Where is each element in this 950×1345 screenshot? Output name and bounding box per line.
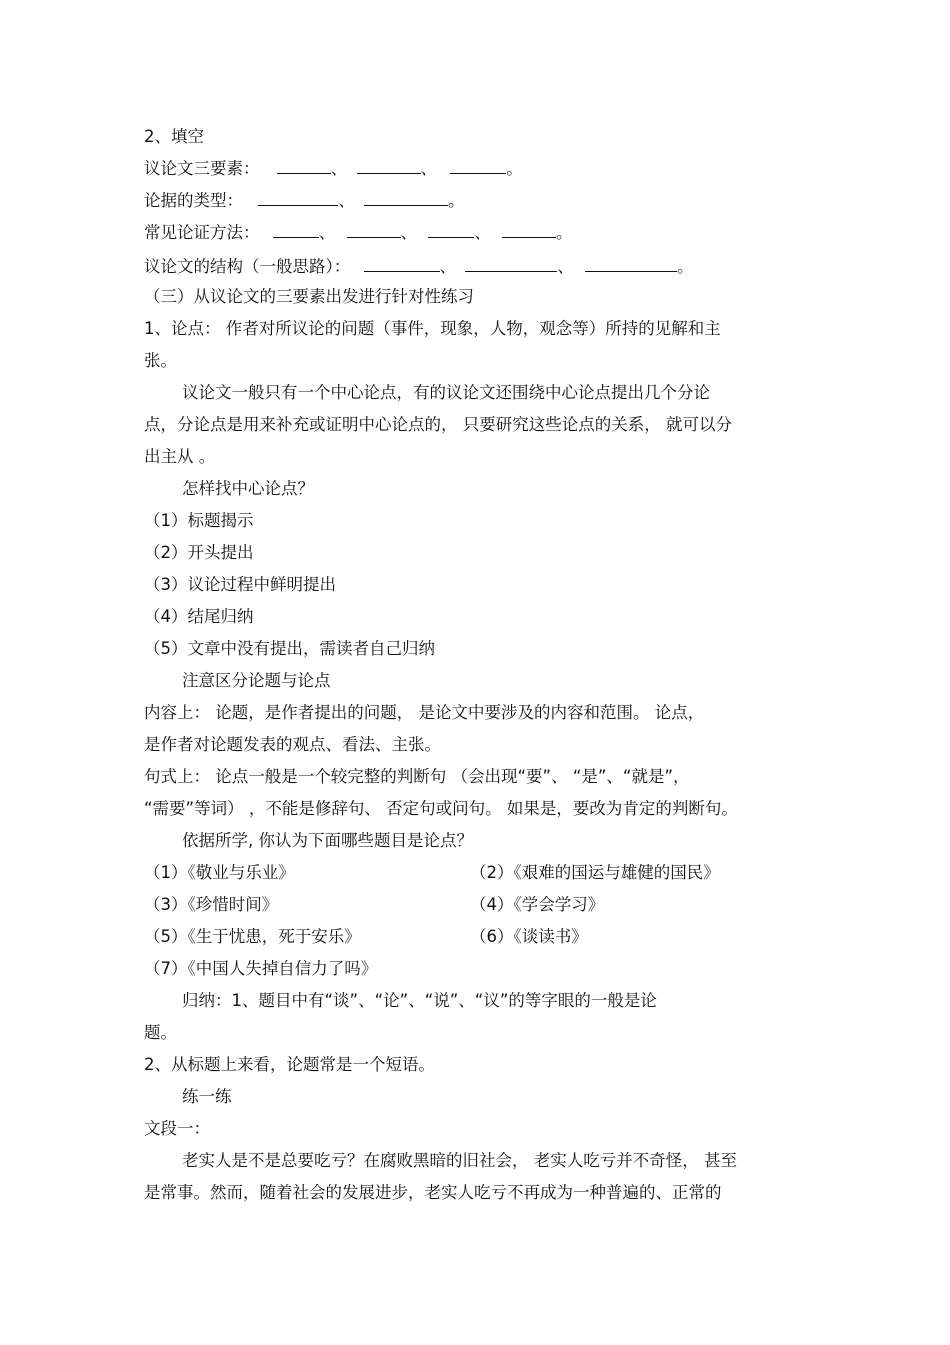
answer-blank[interactable]	[364, 257, 440, 272]
passage-line: 老实人是不是总要吃亏？在腐败黑暗的旧社会， 老实人吃亏并不奇怪， 甚至	[182, 1151, 737, 1170]
form-line: “需要”等词） ，不能是修辞句、 否定句或问句。 如果是，要改为肯定的判断句。	[144, 799, 738, 818]
how-title: 怎样找中心论点？	[182, 479, 314, 498]
point-definition: 1、论点： 作者对所议论的问题（事件，现象，人物，观念等）所持的见解和主	[144, 319, 721, 338]
answer-blank[interactable]	[347, 223, 401, 238]
title-option: （1）《敬业与乐业》	[144, 863, 295, 882]
methods-line	[144, 222, 573, 244]
answer-blank[interactable]	[502, 223, 556, 238]
point-definition-cont: 张。	[144, 351, 177, 370]
period: 。	[677, 257, 694, 276]
separator: 、	[439, 257, 456, 276]
title-option: （2）《艰难的国运与雄健的国民》	[470, 863, 720, 882]
separator: 、	[318, 223, 336, 242]
period: 。	[506, 159, 523, 178]
separator: 、	[338, 191, 355, 210]
structure-label: 议论文的结构（一般思路）：	[144, 257, 351, 276]
paragraph-line: 点，分论点是用来补充或证明中心论点的， 只要研究这些论点的关系， 就可以分	[144, 415, 732, 434]
question: 依据所学, 你认为下面哪些题目是论点？	[182, 831, 473, 850]
content-line: 内容上： 论题，是作者提出的问题， 是论文中要涉及的内容和范围。 论点，	[144, 703, 705, 722]
list-item: （1）标题揭示	[144, 511, 254, 530]
distinguish-title: 注意区分论题与论点	[182, 671, 331, 690]
summary-line: 2、从标题上来看，论题常是一个短语。	[144, 1055, 435, 1074]
list-item: （3）议论过程中鲜明提出	[144, 575, 336, 594]
paragraph-line: 议论文一般只有一个中心论点，有的议论文还围绕中心论点提出几个分论	[182, 383, 710, 402]
structure-line	[144, 256, 694, 278]
answer-blank[interactable]	[450, 159, 506, 174]
period: 。	[448, 191, 465, 210]
title-option: （6）《谈读书》	[470, 927, 588, 946]
passage-line: 是常事。然而，随着社会的发展进步，老实人吃亏不再成为一种普遍的、正常的	[144, 1183, 722, 1202]
answer-blank[interactable]	[357, 159, 421, 174]
summary-line: 题。	[144, 1023, 177, 1042]
summary-line: 归纳：1、题目中有“谈”、“论”、“说”、“议”的等字眼的一般是论	[182, 991, 657, 1010]
answer-blank[interactable]	[364, 191, 448, 206]
separator: 、	[400, 223, 417, 242]
form-line: 句式上： 论点一般是一个较完整的判断句 （会出现“要”、 “是”、“就是”，	[144, 767, 690, 786]
elements-label: 议论文三要素：	[144, 159, 260, 178]
elements-line	[144, 158, 523, 180]
answer-blank[interactable]	[585, 257, 677, 272]
evidence-line	[144, 190, 465, 212]
answer-blank[interactable]	[273, 223, 319, 238]
list-item: （4）结尾归纳	[144, 607, 254, 626]
passage-label: 文段一：	[144, 1119, 210, 1138]
fill-heading: 2、填空	[144, 127, 204, 146]
separator: 、	[420, 159, 437, 178]
answer-blank[interactable]	[428, 223, 474, 238]
title-option: （4）《学会学习》	[470, 895, 605, 914]
methods-label: 常见论证方法：	[144, 223, 260, 242]
separator: 、	[474, 223, 491, 242]
answer-blank[interactable]	[465, 257, 557, 272]
period: 。	[556, 223, 573, 242]
section-title: （三）从议论文的三要素出发进行针对性练习	[144, 287, 474, 306]
title-option: （5）《生于忧患，死于安乐》	[144, 927, 361, 946]
practice-title: 练一练	[182, 1087, 232, 1106]
answer-blank[interactable]	[258, 191, 338, 206]
answer-blank[interactable]	[277, 159, 331, 174]
list-item: （5）文章中没有提出，需读者自己归纳	[144, 639, 435, 658]
evidence-label: 论据的类型：	[144, 191, 243, 210]
separator: 、	[557, 257, 574, 276]
list-item: （2）开头提出	[144, 543, 254, 562]
paragraph-line: 出主从 。	[144, 447, 216, 466]
content-line: 是作者对论题发表的观点、看法、主张。	[144, 735, 441, 754]
title-option: （7）《中国人失掉自信力了吗》	[144, 959, 378, 978]
title-option: （3）《珍惜时间》	[144, 895, 279, 914]
separator: 、	[330, 159, 348, 178]
